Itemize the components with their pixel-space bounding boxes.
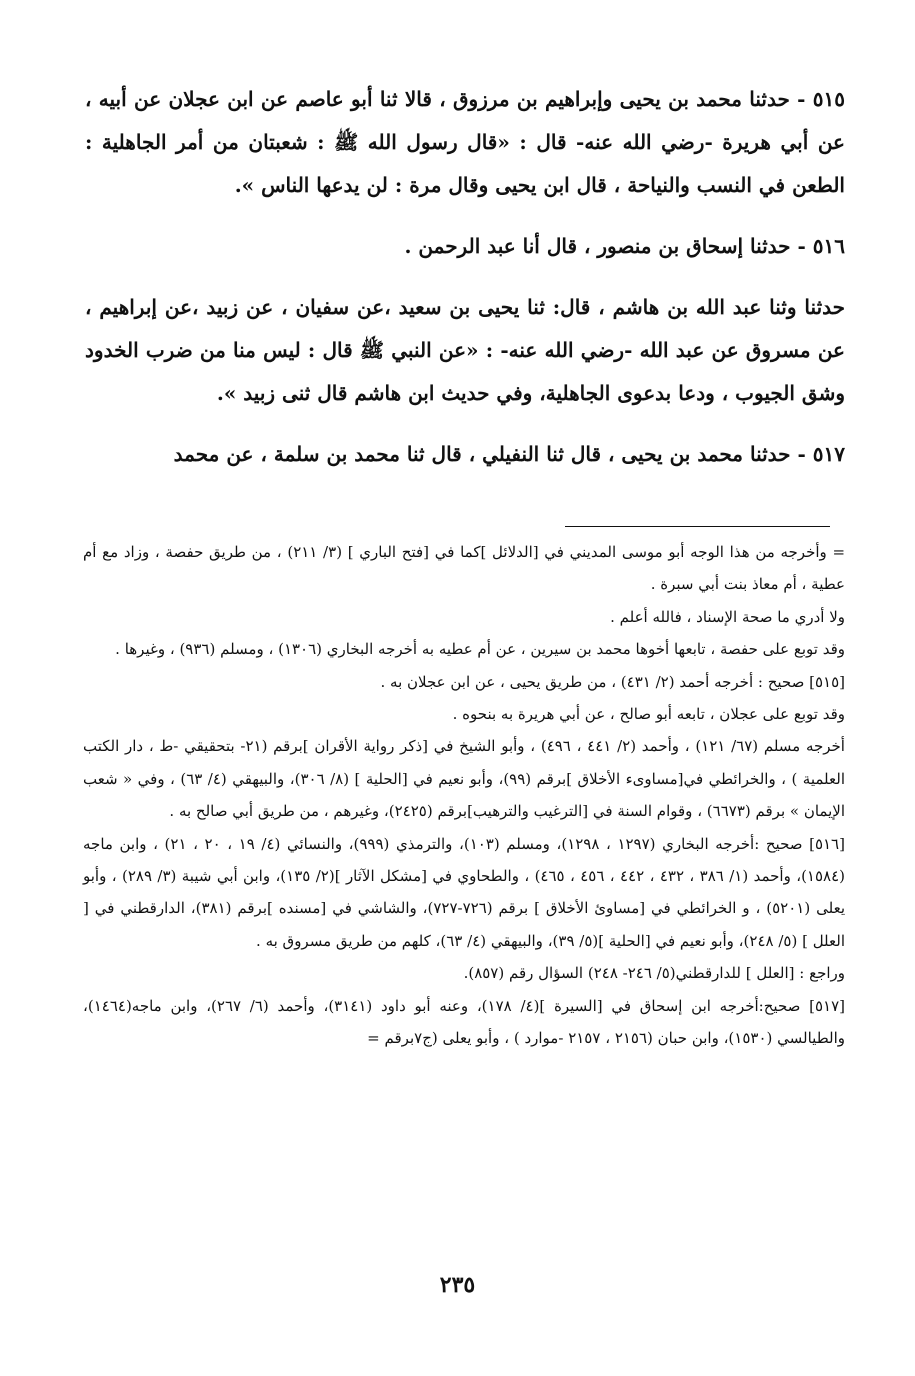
hadith-517: ٥١٧ - حدثنا محمد بن يحيى ، قال ثنا النفيلي ، قال ثنا محمد بن سلمة ، عن محمد <box>173 442 845 466</box>
footnote-para: = وأخرجه من هذا الوجه أبو موسى المديني في [الدلائل ]كما في [فتح الباري ] (٣/ ٢١١) ، من طريق حفصة ، وزاد مع أم عطية ، أم معاذ بنت أبي سبرة . <box>83 543 846 594</box>
footnotes <box>83 536 845 1055</box>
footnote-para: [٥١٧] صحيح:أخرجه ابن إسحاق في [السيرة ](٤/ ١٧٨)، وعنه أبو داود (٣١٤١)، وأحمد (٦/ ٢٦٧)، وابن ماجه(١٤٦٤)، والطيالسي (١٥٣٠)، وابن حبان (٢١٥٦ ، ٢١٥٧ -موارد ) ، وأبو يعلى (ج٧برقم = <box>83 996 845 1048</box>
footnote-para: وقد توبع على عجلان ، تابعه أبو صالح ، عن أبي هريرة به بنحوه . <box>452 705 845 724</box>
hadith-516-chain-a: ٥١٦ - حدثنا إسحاق بن منصور ، قال أنا عبد الرحمن . <box>404 234 845 258</box>
hadith-516-chain-b: حدثنا وثنا عبد الله بن هاشم ، قال: ثنا يحيى بن سعيد ،عن سفيان ، عن زبيد ،عن إبراهيم ، عن مسروق عن عبد الله -رضي الله عنه- : «عن النبي ﷺ قال : ليس منا من ضرب الخدود وشق الجيوب ، ودعا بدعوى الجاهلية، وفي حديث ابن هاشم قال ثنى زبيد ». <box>85 295 845 405</box>
main-text <box>85 78 845 490</box>
footnote-para: وقد توبع على حفصة ، تابعها أخوها محمد بن سيرين ، عن أم عطيه به أخرجه البخاري (١٣٠٦) ، ومسلم (٩٣٦) ، وغيرها . <box>115 640 845 659</box>
footnote-para: [٥١٥] صحيح : أخرجه أحمد (٢/ ٤٣١) ، من طريق يحيى ، عن ابن عجلان به . <box>380 672 845 691</box>
footnote-para: وراجع : [العلل ] للدارقطني(٥/ ٢٤٦- ٢٤٨) السؤال رقم (٨٥٧). <box>463 964 845 983</box>
page-number: ٢٣٥ <box>439 1272 476 1298</box>
footnote-para: أخرجه مسلم (٦٧/ ١٢١) ، وأحمد (٢/ ٤٤١ ، ٤٩٦) ، وأبو الشيخ في [ذكر رواية الأقران ]برقم (٢١- بتحقيقي -ط ، دار الكتب العلمية ) ، والخرائطي في[مساوىء الأخلاق ]برقم (٩٩)، وأبو نعيم في [الحلية ] (٨/ ٣٠٦)، والبيهقي (٤/ ٦٣) ، وفي « شعب الإيمان » برقم (٦٦٧٣) ، وقوام السنة في [الترغيب والترهيب]برقم (٢٤٢٥)، وغيرهم ، من طريق أبي صالح به . <box>83 737 845 821</box>
footnote-para: [٥١٦] صحيح :أخرجه البخاري (١٢٩٧ ، ١٢٩٨)، ومسلم (١٠٣)، والترمذي (٩٩٩)، والنسائي (٤/ ١٩ ، ٢٠ ، ٢١) ، وابن ماجه (١٥٨٤)، وأحمد (١/ ٣٨٦ ، ٤٣٢ ، ٤٤٢ ، ٤٥٦ ، ٤٦٥) ، والطحاوي في [مشكل الآثار ](٢/ ١٣٥)، وابن أبي شيبة (٣/ ٢٨٩) ، وأبو يعلى (٥٢٠١) ، و الخرائطي في [مساوئ الأخلاق ] برقم (٧٢٦-٧٢٧)، والشاشي في [مسنده ]برقم (٣٨١)، الدارقطني في [ العلل ] (٥/ ٢٤٨)، وأبو نعيم في [الحلية ](٥/ ٣٩)، والبيهقي (٤/ ٦٣)، كلهم من طريق مسروق به . <box>83 834 846 950</box>
hadith-515: ٥١٥ - حدثنا محمد بن يحيى وإبراهيم بن مرزوق ، قالا ثنا أبو عاصم عن ابن عجلان عن أبيه ، عن أبي هريرة -رضي الله عنه- قال : «قال رسول الله ﷺ : شعبتان من أمر الجاهلية : الطعن في النسب والنياحة ، قال ابن يحيى وقال مرة : لن يدعها الناس ». <box>85 87 845 197</box>
footnote-para: ولا أدري ما صحة الإسناد ، فالله أعلم . <box>610 607 845 626</box>
footnote-divider <box>565 526 830 527</box>
